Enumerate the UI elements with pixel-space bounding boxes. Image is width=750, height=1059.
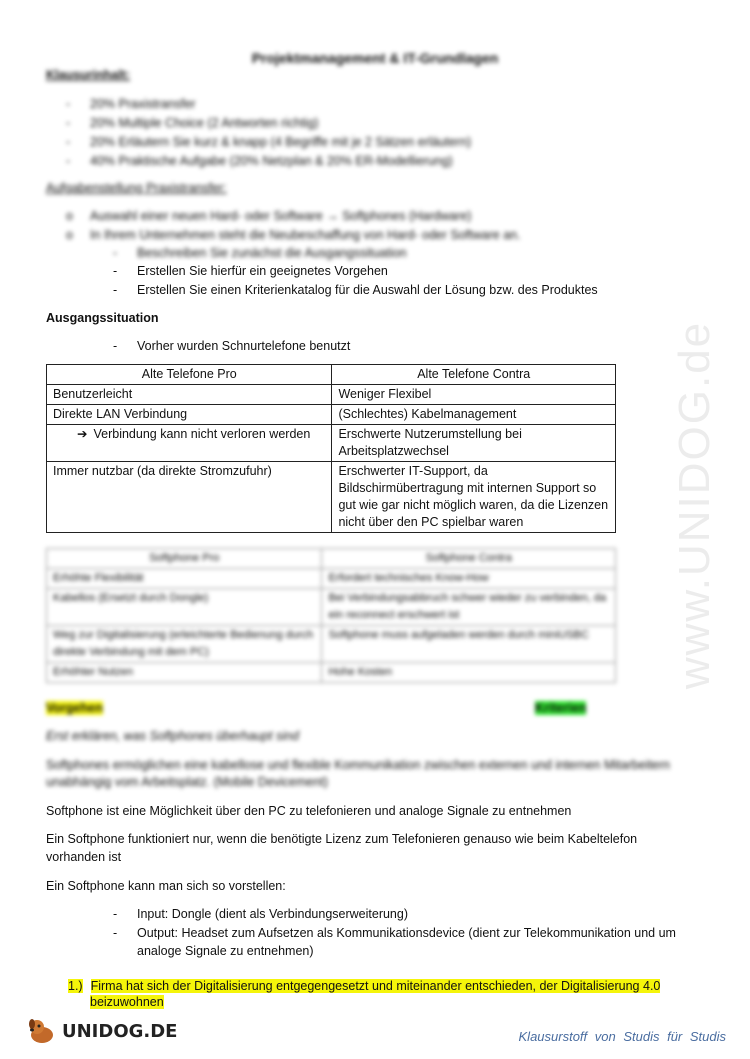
table-alte-telefone xyxy=(46,364,616,533)
circle-marker: o xyxy=(66,228,73,242)
dash-marker: - xyxy=(66,135,71,149)
dash-marker: - xyxy=(66,97,71,111)
table-header-row xyxy=(47,549,616,569)
table-header-row xyxy=(47,365,616,385)
table-cell: Bei Verbindungsabbruch schwer wieder zu verbinden, da ein reconnect erschwert ist xyxy=(322,589,616,626)
ausgang-heading: Ausgangssituation xyxy=(46,311,159,325)
table-row xyxy=(47,569,616,589)
list-item: 20% Multiple Choice (2 Antworten richtig) xyxy=(90,116,319,130)
list-item: 20% Praxistransfer xyxy=(90,97,196,111)
paragraph: Softphone ist eine Möglichkeit über den PC zu telefonieren und analoge Signale zu entnehmen xyxy=(46,804,572,818)
list-item: Beschreiben Sie zunächst die Ausgangssituation xyxy=(137,246,407,260)
page-title: Projektmanagement & IT-Grundlagen xyxy=(251,50,499,66)
table-row xyxy=(47,405,616,425)
kriterien-label-text: Kriterien xyxy=(535,701,587,715)
table-cell: Direkte LAN Verbindung xyxy=(47,405,332,425)
table-cell: Hohe Kosten xyxy=(322,663,616,683)
table-cell: Erfordert technisches Know-How xyxy=(322,569,616,589)
table-cell: Erhöhter Nutzen xyxy=(47,663,322,683)
watermark-text: www.UNIDOG.de xyxy=(670,320,720,690)
table-cell: Kabellos (Ersetzt durch Dongle) xyxy=(47,589,322,626)
circle-marker: o xyxy=(66,209,73,223)
dash-marker: - xyxy=(66,116,71,130)
table-header: Softphone Pro xyxy=(47,549,322,569)
table-row xyxy=(47,589,616,626)
table-cell: Weniger Flexibel xyxy=(332,385,616,405)
paragraph: Ein Softphone funktioniert nur, wenn die benötigte Lizenz zum Telefonieren genauso wie beim Kabeltelefon xyxy=(46,832,638,846)
list-item: Erstellen Sie einen Kriterienkatalog für die Auswahl der Lösung bzw. des Produktes xyxy=(137,283,598,297)
dash-marker: - xyxy=(113,339,118,353)
dash-marker: - xyxy=(113,264,118,278)
table-cell: Benutzerleicht xyxy=(47,385,332,405)
klausur-heading: Klausurinhalt: xyxy=(46,68,131,82)
table-row xyxy=(47,462,616,533)
list-item: 40% Praktische Aufgabe (20% Netzplan & 20% ER-Modellierung) xyxy=(90,154,453,168)
dash-marker: - xyxy=(66,154,71,168)
table-row xyxy=(47,385,616,405)
list-item: Output: Headset zum Aufsetzen als Kommunikationsdevice (dient zur Telekommunikation und um xyxy=(137,926,676,940)
table-cell-arrow xyxy=(47,425,332,462)
table-header: Alte Telefone Pro xyxy=(47,365,332,385)
footer-logo xyxy=(26,1016,177,1046)
table-cell: Softphone muss aufgeladen werden durch miniUSBC xyxy=(322,626,616,663)
list-item: Vorher wurden Schnurtelefone benutzt xyxy=(137,339,351,353)
aufgabe-heading: Aufgabenstellung Praxistransfer: xyxy=(46,181,227,195)
dash-marker: - xyxy=(113,907,118,921)
table-cell-text: Verbindung kann nicht verloren werden xyxy=(93,427,311,441)
table-cell: (Schlechtes) Kabelmanagement xyxy=(332,405,616,425)
table-row xyxy=(47,663,616,683)
list-item: In Ihrem Unternehmen steht die Neubeschaffung von Hard- oder Software an. xyxy=(90,228,521,242)
paragraph: Ein Softphone kann man sich so vorstellen: xyxy=(46,879,286,893)
list-item: Input: Dongle (dient als Verbindungserweiterung) xyxy=(137,907,409,921)
arrow-right-icon: ➔ xyxy=(77,427,88,441)
table-cell: Erschwerte Nutzerumstellung bei Arbeitsplatzwechsel xyxy=(332,425,616,462)
kriterien-label xyxy=(535,701,586,715)
table-cell: Erschwerter IT-Support, da Bildschirmübertragung mit internen Support so gut wie gar nicht möglich waren, da die Lizenzen nicht über den PC spielbar waren xyxy=(332,462,616,533)
list-item-continuation: analoge Signale zu entnehmen) xyxy=(137,944,314,958)
dash-marker: - xyxy=(113,283,118,297)
vorgehen-label-text: Vorgehen xyxy=(46,701,103,715)
table-cell: Immer nutzbar (da direkte Stromzufuhr) xyxy=(47,462,332,533)
vorgehen-label xyxy=(46,701,103,715)
logo-text: UNIDOG.DE xyxy=(62,1020,178,1042)
numbered-item-number: 1.) xyxy=(68,979,83,993)
table-softphone xyxy=(46,548,616,683)
list-item: Auswahl einer neuen Hard- oder Software → Softphones (Hardware) xyxy=(90,209,472,223)
list-item: Erstellen Sie hierfür ein geeignetes Vorgehen xyxy=(137,264,388,278)
footer-tagline: Klausurstoff von Studis für Studis xyxy=(518,1029,726,1044)
numbered-item xyxy=(68,979,660,1009)
dash-marker: - xyxy=(113,246,118,260)
vorgehen-intro: Erst erklären, was Softphones überhaupt sind xyxy=(46,729,299,743)
table-row xyxy=(47,425,616,462)
dog-logo-icon xyxy=(26,1016,58,1046)
table-cell: Erhöhte Flexibilität xyxy=(47,569,322,589)
watermark xyxy=(640,280,750,730)
table-header: Softphone Contra xyxy=(322,549,616,569)
vorgehen-blurred-paragraph: Softphones ermöglichen eine kabellose und flexible Kommunikation zwischen externen und internen Mitarbeitern unabhängig vom Arbeitsplatz. (Mobile Devicement) xyxy=(46,758,670,789)
dash-marker: - xyxy=(113,926,118,940)
paragraph: vorhanden ist xyxy=(46,850,122,864)
table-row xyxy=(47,626,616,663)
numbered-item-text: beizuwohnen xyxy=(90,995,164,1009)
numbered-item-text: Firma hat sich der Digitalisierung entgegengesetzt und miteinander entschieden, der Digitalisierung 4.0 xyxy=(90,979,661,993)
table-cell: Weg zur Digitalisierung (erleichterte Bedienung durch direkte Verbindung mit dem PC) xyxy=(47,626,322,663)
table-header: Alte Telefone Contra xyxy=(332,365,616,385)
list-item: 20% Erläutern Sie kurz & knapp (4 Begriffe mit je 2 Sätzen erläutern) xyxy=(90,135,472,149)
